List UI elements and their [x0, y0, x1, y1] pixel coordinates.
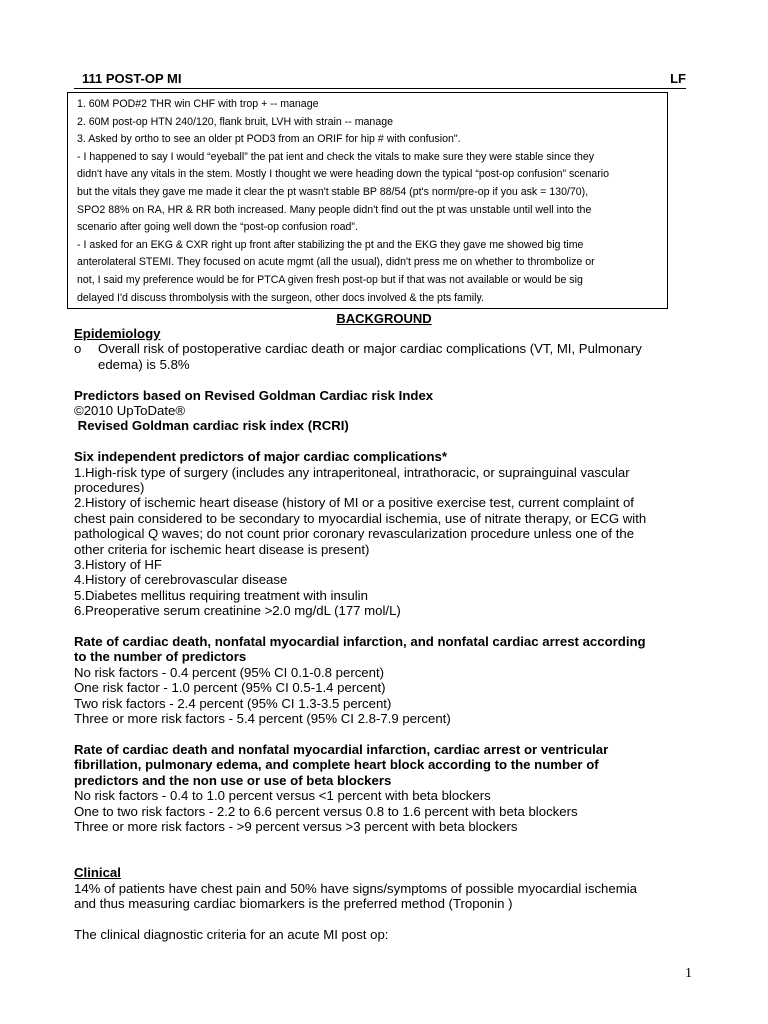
- copyright-line: ©2010 UpToDate®: [74, 403, 186, 419]
- epidemiology-heading: Epidemiology: [74, 326, 161, 341]
- rate-row: No risk factors - 0.4 percent (95% CI 0.1-0.8 percent): [74, 664, 385, 680]
- rate-row: Three or more risk factors - 5.4 percent (95% CI 2.8-7.9 percent): [74, 711, 451, 727]
- predictor-line: other criteria for ischemic heart disease is present): [74, 541, 370, 557]
- case-line: 1. 60M POD#2 THR win CHF with trop + -- manage: [77, 98, 319, 110]
- document-title: 111 POST-OP MI: [82, 71, 182, 86]
- case-line: 3. Asked by ortho to see an older pt POD3 from an ORIF for hip # with confusion".: [77, 133, 461, 146]
- six-predictors-heading: Six independent predictors of major cardiac complications*: [74, 449, 448, 465]
- case-line: not, I said my preference would be for PTCA given fresh post-op but if that was not available or would be sig: [77, 273, 583, 286]
- clinical-heading: Clinical: [74, 865, 121, 881]
- predictor-line: pathological Q waves; do not count prior coronary revascularization procedure unless one of the: [74, 526, 635, 542]
- predictor-line: 3.History of HF: [74, 557, 162, 573]
- page-number: 1: [685, 966, 692, 981]
- predictor-line: 1.High-risk type of surgery (includes any intraperitoneal, intrathoracic, or suprainguinal vascular: [74, 464, 630, 480]
- predictor-line: procedures): [74, 480, 145, 496]
- predictor-line: 4.History of cerebrovascular disease: [74, 572, 288, 588]
- beta-blocker-row: Three or more risk factors - >9 percent versus >3 percent with beta blockers: [74, 818, 518, 834]
- case-line: but the vitals they gave me made it clear the pt wasn't stable BP 88/54 (pt's norm/pre-op if you ask = 130/70),: [77, 185, 589, 198]
- document-body: [74, 326, 698, 942]
- background-heading: BACKGROUND: [336, 311, 432, 326]
- predictors-heading: Predictors based on Revised Goldman Cardiac risk Index: [74, 387, 434, 403]
- predictor-line: chest pain considered to be secondary to myocardial ischemia, use of nitrate therapy, or ECG with: [74, 510, 647, 526]
- case-line: delayed I'd discuss thrombolysis with the surgeon, other docs involved & the pts family.: [77, 291, 484, 304]
- rate-heading-2: predictors and the non use or use of beta blockers: [74, 772, 392, 788]
- predictor-line: 2.History of ischemic heart disease (history of MI or a positive exercise test, current complaint of: [74, 495, 634, 511]
- case-line: - I happened to say I would “eyeball” the pat ient and check the vitals to make sure they were stable since they: [77, 150, 595, 163]
- rate-heading-1: Rate of cardiac death, nonfatal myocardial infarction, and nonfatal cardiac arrest according: [74, 634, 646, 650]
- bullet-text: edema) is 5.8%: [98, 356, 190, 372]
- rcri-title: Revised Goldman cardiac risk index (RCRI): [74, 418, 349, 434]
- document-header: [74, 70, 686, 89]
- author-initials: LF: [670, 71, 686, 86]
- predictor-line: 6.Preoperative serum creatinine >2.0 mg/dL (177 mol/L): [74, 603, 401, 619]
- case-line: 2. 60M post-op HTN 240/120, flank bruit, LVH with strain -- manage: [77, 115, 393, 128]
- case-line: - I asked for an EKG & CXR right up front after stabilizing the pt and the EKG they gave me showed big time: [77, 238, 584, 251]
- rate-row: One risk factor - 1.0 percent (95% CI 0.5-1.4 percent): [74, 680, 386, 696]
- case-line: anterolateral STEMI. They focused on acute mgmt (all the usual), didn't press me on whether to thrombolize or: [77, 256, 595, 269]
- predictor-line: 5.Diabetes mellitus requiring treatment with insulin: [74, 587, 368, 603]
- rate-row: Two risk factors - 2.4 percent (95% CI 1.3-3.5 percent): [74, 695, 392, 711]
- case-line: SPO2 88% on RA, HR & RR both increased. Many people didn't find out the pt was unstable until well into the: [77, 203, 592, 216]
- case-line: didn't have any vitals in the stem. Mostly I thought we were heading down the typical “post-op confusion” scenario: [77, 168, 609, 181]
- beta-blocker-row: One to two risk factors - 2.2 to 6.6 percent versus 0.8 to 1.6 percent with beta blockers: [74, 803, 578, 819]
- beta-blocker-row: No risk factors - 0.4 to 1.0 percent versus <1 percent with beta blockers: [74, 788, 491, 804]
- bullet-mark: o: [74, 341, 82, 357]
- clinical-paragraph: and thus measuring cardiac biomarkers is the preferred method (Troponin ): [74, 895, 513, 911]
- rate-heading-1: to the number of predictors: [74, 649, 247, 665]
- rate-heading-2: Rate of cardiac death and nonfatal myocardial infarction, cardiac arrest or ventricular: [74, 741, 609, 757]
- clinical-paragraph: 14% of patients have chest pain and 50% have signs/symptoms of possible myocardial ischemia: [74, 880, 637, 896]
- epidemiology-bullet: [74, 341, 698, 372]
- case-scenario-box: [67, 92, 668, 309]
- bullet-text: Overall risk of postoperative cardiac death or major cardiac complications (VT, MI, Pulmonary: [98, 341, 642, 357]
- criteria-intro: The clinical diagnostic criteria for an acute MI post op:: [74, 926, 389, 942]
- rate-heading-2: fibrillation, pulmonary edema, and complete heart block according to the number of: [74, 757, 599, 773]
- case-line: scenario after going well down the “post-op confusion road”.: [77, 221, 358, 234]
